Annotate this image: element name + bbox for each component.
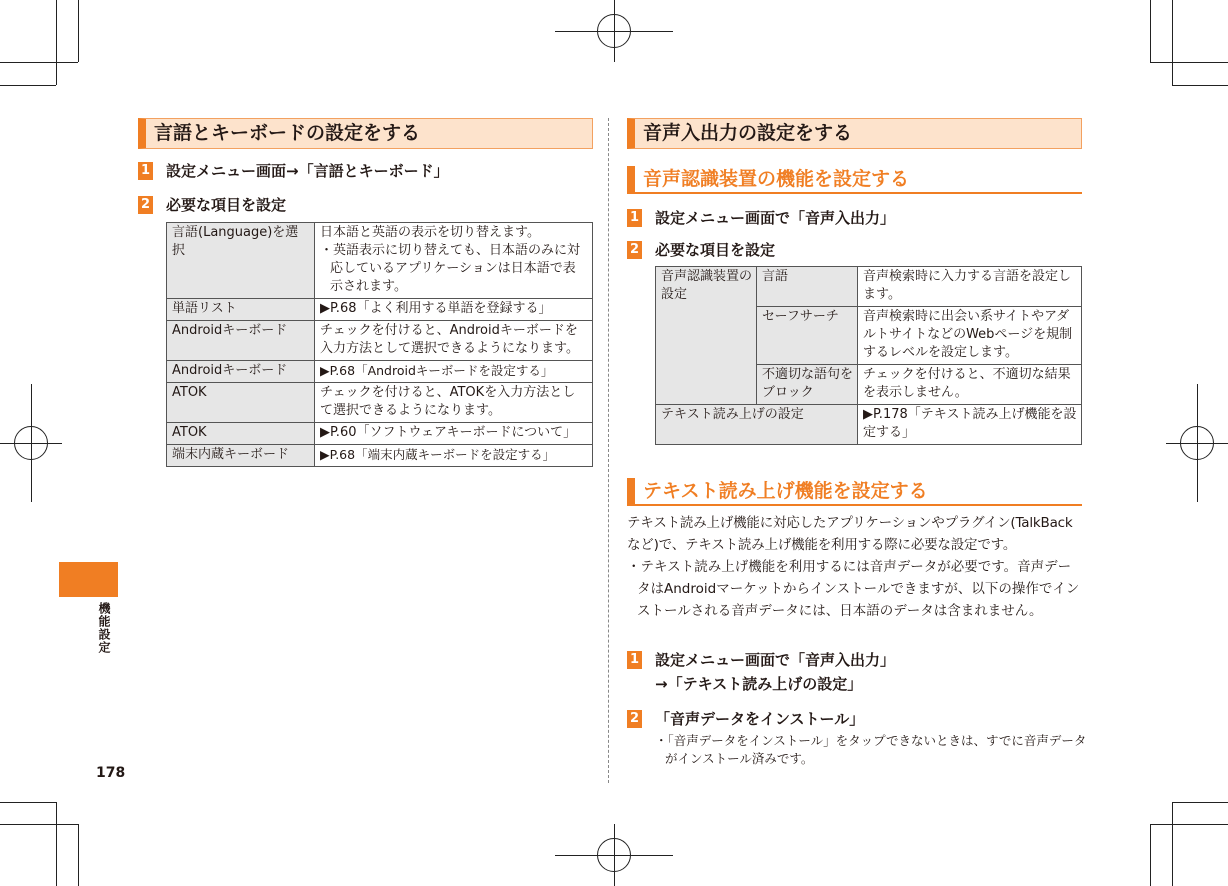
table-cell-bullet: ・英語表示に切り替えても、日本語のみに対応しているアプリケーションは日本語で表示されます。: [320, 243, 581, 294]
table-cell-label: 不適切な語句をブロック: [757, 365, 858, 405]
step-number-1: 1: [138, 162, 153, 180]
table-cell-desc: [315, 223, 593, 299]
page-number: 178: [96, 765, 126, 781]
step-1-text-line1: 設定メニュー画面で「音声入出力」: [655, 651, 896, 669]
step-1-text-line2: →「テキスト読み上げの設定」: [655, 675, 863, 693]
step-2-note: ・「音声データをインストール」をタップできないときは、すでに音声データがインストール済みです。: [655, 733, 1087, 766]
table-cell-text: 日本語と英語の表示を切り替えます。: [320, 225, 540, 240]
side-tab-marker: [59, 562, 118, 597]
step-number-2: 2: [627, 241, 642, 259]
subheading-text-to-speech: テキスト読み上げ機能を設定する: [627, 478, 1082, 506]
step-1-text: 設定メニュー画面で「音声入出力」: [655, 209, 896, 227]
table-cell-desc: チェックを付けると、Androidキーボードを入力方法として選択できるようになります。: [315, 321, 593, 361]
step-number-2: 2: [627, 710, 642, 728]
tts-note: ・テキスト読み上げ機能を利用するには音声データが必要です。音声データはAndroidマーケットからインストールできますが、以下の操作でインストールされる音声データには、日本語のデータは含まれません。: [627, 559, 1080, 619]
table-row: [167, 223, 593, 299]
table-cell-desc: ▶P.60「ソフトウェアキーボードについて」: [315, 423, 593, 445]
table-cell-group-label: 音声認識装置の設定: [656, 267, 757, 405]
table-cell-label: Androidキーボード: [167, 321, 315, 361]
table-cell-label: ATOK: [167, 383, 315, 423]
tts-intro: テキスト読み上げ機能に対応したアプリケーションやプラグイン(TalkBackなど)で、テキスト読み上げ機能を利用する際に必要な設定です。: [627, 515, 1073, 553]
table-cell-desc: チェックを付けると、ATOKを入力方法として選択できるようになります。: [315, 383, 593, 423]
table-cell-label: 言語(Language)を選択: [167, 223, 315, 299]
column-divider: [608, 118, 609, 783]
table-cell-label: テキスト読み上げの設定: [656, 405, 858, 445]
table-cell-label: 単語リスト: [167, 299, 315, 321]
table-row: [167, 383, 593, 423]
subheading-voice-recognition: 音声認識装置の機能を設定する: [627, 166, 1082, 194]
step-number-2: 2: [138, 196, 153, 214]
step-2-text: 必要な項目を設定: [655, 241, 776, 259]
step-number-1: 1: [627, 209, 642, 227]
table-cell-desc: ▶P.68「端末内蔵キーボードを設定する」: [315, 445, 593, 467]
table-row: [656, 405, 1082, 445]
table-cell-desc: ▶P.68「Androidキーボードを設定する」: [315, 361, 593, 383]
table-cell-desc: ▶P.68「よく利用する単語を登録する」: [315, 299, 593, 321]
table-cell-label: セーフサーチ: [757, 307, 858, 365]
step-number-1: 1: [627, 651, 642, 669]
table-cell-label: 言語: [757, 267, 858, 307]
table-cell-desc: 音声検索時に出会い系サイトやアダルトサイトなどのWebページを規制するレベルを設定します。: [858, 307, 1082, 365]
step-2-text: 「音声データをインストール」: [655, 710, 865, 728]
table-cell-desc: 音声検索時に入力する言語を設定します。: [858, 267, 1082, 307]
table-cell-desc: チェックを付けると、不適切な結果を表示しません。: [858, 365, 1082, 405]
table-row: [167, 423, 593, 445]
table-row: [656, 267, 1082, 307]
voice-settings-table: [655, 266, 1082, 445]
language-keyboard-table: [166, 222, 593, 467]
step-2-text: 必要な項目を設定: [166, 196, 287, 214]
table-row: [167, 445, 593, 467]
table-cell-desc: ▶P.178「テキスト読み上げ機能を設定する」: [858, 405, 1082, 445]
table-cell-label: Androidキーボード: [167, 361, 315, 383]
table-row: [167, 361, 593, 383]
step-1-text: 設定メニュー画面→「言語とキーボード」: [166, 162, 449, 180]
side-tab-label: 機能設定: [97, 602, 111, 654]
table-cell-label: 端末内蔵キーボード: [167, 445, 315, 467]
table-row: [167, 321, 593, 361]
section-heading-language: 言語とキーボードの設定をする: [138, 118, 593, 149]
table-cell-label: ATOK: [167, 423, 315, 445]
section-heading-voice: 音声入出力の設定をする: [627, 118, 1082, 149]
table-row: [167, 299, 593, 321]
